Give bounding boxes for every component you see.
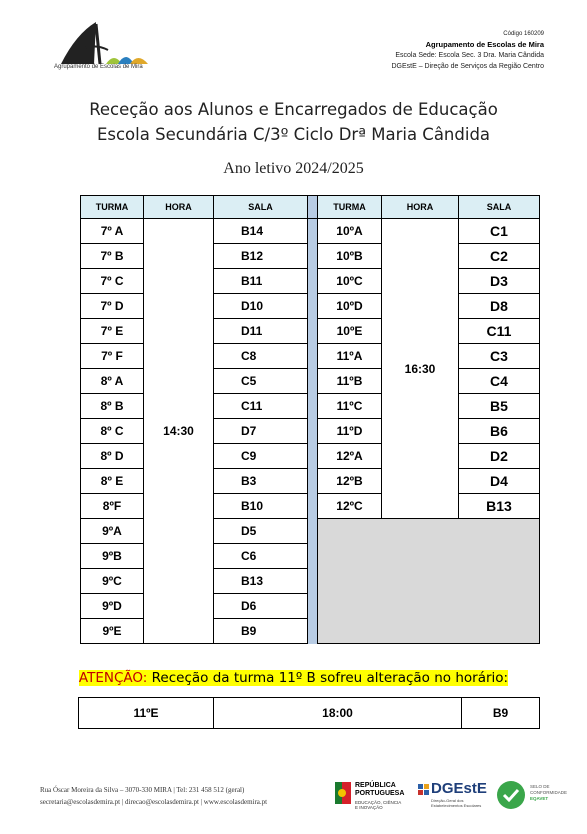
change-turma: 11ºE [79,698,214,729]
sala-cell: C11 [459,319,540,344]
rp-line-3: EDUCAÇÃO, CIÊNCIA [355,800,402,805]
sala-cell: B3 [214,469,308,494]
header-sala: SALA [459,196,540,219]
checkmark-seal-icon [496,780,526,810]
attention-text: Receção da turma 11º B sofreu alteração no horário: [147,670,509,686]
turma-cell: 8º B [81,394,144,419]
table-row [81,219,540,244]
turma-cell: 11ºC [318,394,382,419]
sala-cell: B13 [459,494,540,519]
table-row [79,698,540,729]
dgeste-subtitle: Direção-Geral dos Estabelecimentos Escolares [431,798,482,808]
sala-cell: B6 [459,419,540,444]
turma-cell: 7º D [81,294,144,319]
schedule-change-table [78,697,540,729]
sala-cell: C5 [214,369,308,394]
turma-cell: 11ºB [318,369,382,394]
logo-caption: Agrupamento de Escolas de Mira [54,64,143,70]
organization-name: Agrupamento de Escolas de Mira [425,40,544,49]
portugal-flag-icon [335,782,351,804]
turma-cell: 10ºB [318,244,382,269]
header-turma: TURMA [81,196,144,219]
sala-cell: D6 [214,594,308,619]
headquarters-school: Escola Sede: Escola Sec. 3 Dra. Maria Cândida [395,52,544,59]
turma-cell: 10ºD [318,294,382,319]
header-hora: HORA [382,196,459,219]
sala-cell: D3 [459,269,540,294]
turma-cell: 11ºA [318,344,382,369]
footer-contacts [40,784,267,808]
sala-cell: B13 [214,569,308,594]
seal-line-3: EQAVET [530,796,549,801]
attention-label: ATENÇÃO: [78,670,148,686]
turma-cell: 9ºD [81,594,144,619]
sala-cell: D7 [214,419,308,444]
turma-cell: 11ºD [318,419,382,444]
turma-cell: 8º E [81,469,144,494]
turma-cell: 8º A [81,369,144,394]
sala-cell: C4 [459,369,540,394]
sala-cell: C8 [214,344,308,369]
turma-cell: 10ºA [318,219,382,244]
sala-cell: D10 [214,294,308,319]
school-code: Código 160209 [503,31,544,37]
sala-cell: B11 [214,269,308,294]
republica-portuguesa-logo [335,778,413,816]
dgeste-logo [418,778,492,816]
sala-cell: D2 [459,444,540,469]
turma-cell: 9ºA [81,519,144,544]
turma-cell: 7º C [81,269,144,294]
sala-cell: C9 [214,444,308,469]
sala-cell: B9 [214,619,308,644]
sala-cell: D4 [459,469,540,494]
sala-cell: C2 [459,244,540,269]
turma-cell: 9ºC [81,569,144,594]
turma-cell: 8º D [81,444,144,469]
footer-address: Rua Óscar Moreira da Silva – 3070-330 MIRA | Tel: 231 458 512 (geral) [40,786,245,794]
attention-notice [0,670,587,686]
sala-cell: B14 [214,219,308,244]
school-year: Ano letivo 2024/2025 [223,160,364,177]
turma-cell: 8ºF [81,494,144,519]
turma-cell: 7º A [81,219,144,244]
reception-schedule-table [80,195,540,644]
rp-line-4: E INOVAÇÃO [355,805,383,810]
header-hora: HORA [144,196,214,219]
turma-cell: 7º B [81,244,144,269]
title-line-2: Escola Secundária C/3º Ciclo Drª Maria Cândida [96,125,491,144]
eqavet-seal [496,778,576,816]
dgeste-service: DGEstE – Direção de Serviços da Região Centro [391,63,544,70]
column-separator [308,219,318,644]
table-header-row [81,196,540,219]
sala-cell: C6 [214,544,308,569]
change-hora: 18:00 [214,698,462,729]
sala-cell: B10 [214,494,308,519]
rp-line-2: PORTUGUESA [355,790,405,797]
sala-cell: D5 [214,519,308,544]
turma-cell: 10ºC [318,269,382,294]
sala-cell: C1 [459,219,540,244]
footer-emails: secretaria@escolasdemira.pt | direcao@escolasdemira.pt | www.escolasdemira.pt [40,798,268,806]
sala-cell: C3 [459,344,540,369]
turma-cell: 7º E [81,319,144,344]
header-turma: TURMA [318,196,382,219]
header-sala: SALA [214,196,308,219]
turma-cell: 12ºB [318,469,382,494]
change-sala: B9 [462,698,540,729]
rp-line-1: REPÚBLICA [355,782,396,789]
sala-cell: B12 [214,244,308,269]
hora-cell-right: 16:30 [382,219,459,519]
sala-cell: B5 [459,394,540,419]
turma-cell: 9ºB [81,544,144,569]
sala-cell: C11 [214,394,308,419]
turma-cell: 9ºE [81,619,144,644]
seal-line-2: CONFORMIDADE [530,790,567,795]
empty-gray-block [318,519,540,644]
title-line-1: Receção aos Alunos e Encarregados de Educação [89,100,498,119]
turma-cell: 12ºA [318,444,382,469]
turma-cell: 8º C [81,419,144,444]
turma-cell: 12ºC [318,494,382,519]
dgeste-name: DGEstE [431,780,487,797]
seal-line-1: SELO DE [530,784,550,789]
turma-cell: 10ºE [318,319,382,344]
sala-cell: D8 [459,294,540,319]
turma-cell: 7º F [81,344,144,369]
dgeste-mark-icon [418,784,430,798]
column-separator [308,196,318,219]
sala-cell: D11 [214,319,308,344]
hora-cell-left: 14:30 [144,219,214,644]
